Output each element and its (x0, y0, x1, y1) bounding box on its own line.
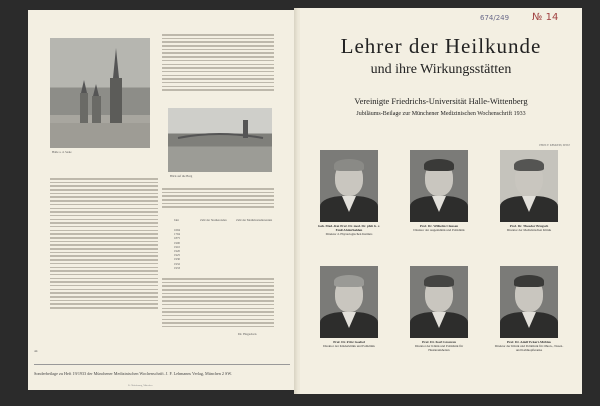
portrait-eckert-moebius (500, 266, 558, 338)
portrait-goebel (320, 266, 378, 338)
portrait-caption-5: Prof. Dr. Karl Grouven Direktor der Klinik und Poliklinik für Hautkrankheiten (414, 340, 464, 352)
castle-photo (168, 108, 272, 172)
portrait-caption-4: Prof. Dr. Fritz Goebel Direktor der Kinderklinik und Poliklinik (323, 340, 375, 348)
city-photo (50, 38, 150, 148)
church-towers-icon (50, 38, 150, 148)
jubilee-note: Jubiläums-Beilage zur Münchener Medizinischen Wochenschrift 1933 (356, 111, 526, 117)
handwritten-number: № 14 (532, 12, 559, 23)
handwritten-reference: 674/249 (480, 14, 510, 22)
text-column-right-top (162, 34, 274, 93)
page-subtitle: und ihre Wirkungsstätten (370, 62, 512, 77)
page-number: 44 (34, 349, 38, 353)
right-page (300, 8, 582, 394)
printer-note: R. Oldenbourg, München (128, 384, 153, 387)
portrait-caption-2: Prof. Dr. Wilhelm Clausen Direktor der Augenklinik und Poliklinik (413, 224, 465, 232)
castle-photo-caption: Blick auf die Burg (170, 174, 193, 178)
footer-note: Sonderbeilage zu Heft 19/1933 der Münchener Medizinischen Wochenschrift. J. F. Lehmanns Verlag, München 2 SW. (34, 364, 290, 376)
table-years: 1694 1794 1875 1900 1910 1920 1925 1930 1932 1933 (174, 228, 180, 270)
text-column-left (50, 178, 158, 311)
text-column-right-mid (162, 188, 274, 210)
table-header-med-students: Zahl der Medizinstudierenden (236, 218, 273, 222)
left-page (28, 10, 296, 390)
text-column-right-bottom (162, 278, 274, 330)
university-name: Vereinigte Friedrichs-Universität Halle-Wittenberg (354, 96, 528, 106)
table-header-year: Jahr (174, 218, 179, 222)
portrait-grouven (410, 266, 468, 338)
portrait-caption-3: Prof. Dr. Theodor Brugsch Direktor der Medizinischen Klinik (506, 224, 552, 232)
portrait-caption-6: Prof. Dr. Adolf Eckert-Möbius Direktor der Klinik und Poliklinik für Ohren-, Nasen- und Kehlkopfkranke (494, 340, 564, 352)
table-header-students: Zahl der Studierenden (200, 218, 227, 222)
photo-credit: PHOT. F. KEMLEIN, ZEITZ (539, 144, 570, 147)
portrait-clausen (410, 150, 468, 222)
portrait-caption-1: Geh. Med.-Rat Prof. Dr. med. Dr. phil. h. c. Emil Abderhalden Direktor d. Physiologischen Instituts (317, 224, 381, 236)
portrait-brugsch (500, 150, 558, 222)
portrait-abderhalden (320, 150, 378, 222)
page-title: Lehrer der Heilkunde (340, 34, 542, 58)
signature: Dr. Hagedorn (238, 332, 257, 336)
city-photo-caption: Halle a. d. Saale (52, 150, 72, 154)
statistics-table (166, 218, 274, 274)
